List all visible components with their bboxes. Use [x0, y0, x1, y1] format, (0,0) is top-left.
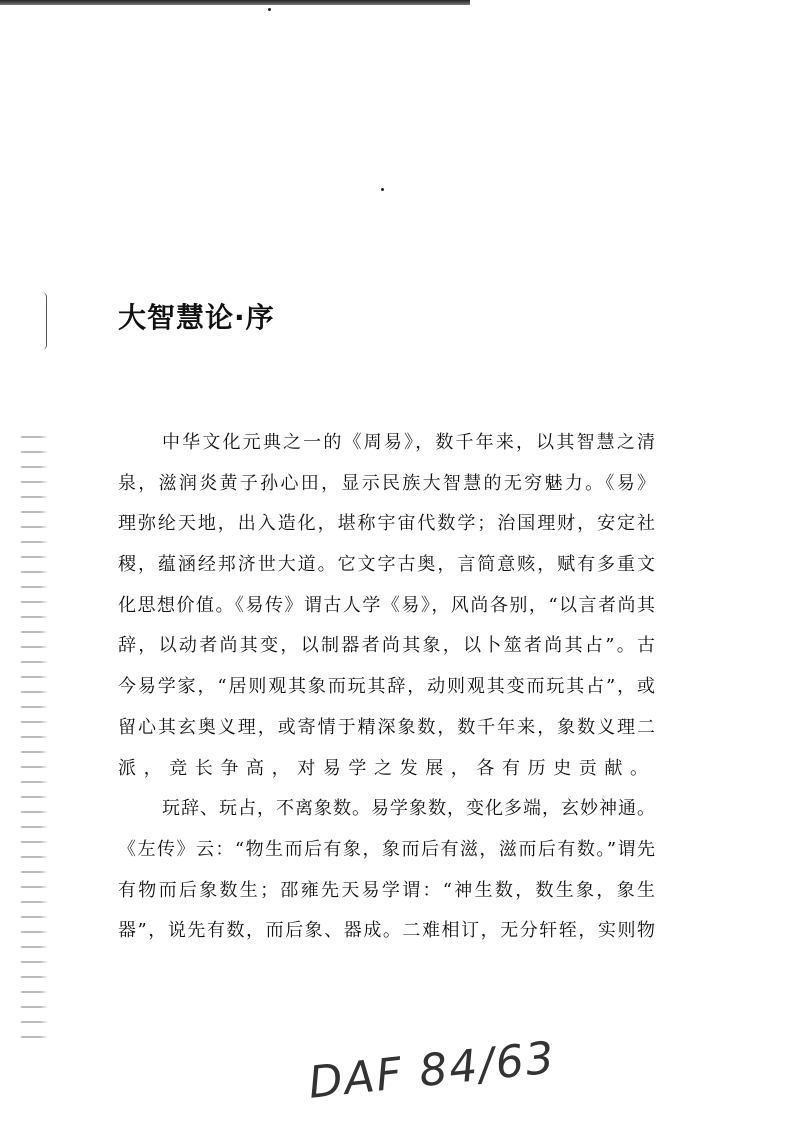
scan-edge-top	[0, 0, 470, 5]
scan-edge-left	[0, 430, 55, 1050]
paragraph-2	[118, 796, 655, 959]
text-line: 辞，以动者尚其变，以制器者尚其象，以卜筮者尚其占”。古	[118, 635, 655, 657]
scan-speck	[381, 188, 384, 191]
text-line: 派，竞长争高，对易学之发展，各有历史贡献。	[118, 757, 656, 779]
paragraph-1	[118, 430, 655, 796]
text-line: 《左传》云：“物生而后有象，象而后有滋，滋而后有数。”谓先	[118, 838, 655, 860]
page-title: 大智慧论·序	[118, 301, 275, 334]
text-line: 玩辞、玩占，不离象数。易学象数，变化多端，玄妙神通。	[162, 798, 655, 820]
text-line: 化思想价值。《易传》谓古人学《易》，风尚各别，“以言者尚其	[118, 594, 655, 616]
text-line: 器”，说先有数，而后象、器成。二难相订，无分轩轾，实则物	[118, 920, 655, 942]
scan-binding-mark	[42, 292, 47, 350]
scan-speck	[268, 8, 271, 11]
text-line: 今易学家，“居则观其象而玩其辞，动则观其变而玩其占”，或	[118, 676, 655, 698]
handwritten-catalog-number: DAF 84/63	[306, 1032, 559, 1109]
preface-body	[118, 430, 655, 959]
text-line: 稷，蕴涵经邦济世大道。它文字古奥，言简意赅，赋有多重文	[118, 554, 655, 576]
text-line: 理弥纶天地，出入造化，堪称宇宙代数学；治国理财，安定社	[118, 513, 655, 535]
text-line: 留心其玄奥义理，或寄情于精深象数，数千年来，象数义理二	[118, 716, 655, 738]
text-line: 有物而后象数生；邵雍先天易学谓：“神生数，数生象，象生	[118, 879, 655, 901]
text-line: 中华文化元典之一的《周易》，数千年来，以其智慧之清	[162, 432, 655, 453]
text-line: 泉，滋润炎黄子孙心田，显示民族大智慧的无穷魅力。《易》	[118, 472, 655, 494]
